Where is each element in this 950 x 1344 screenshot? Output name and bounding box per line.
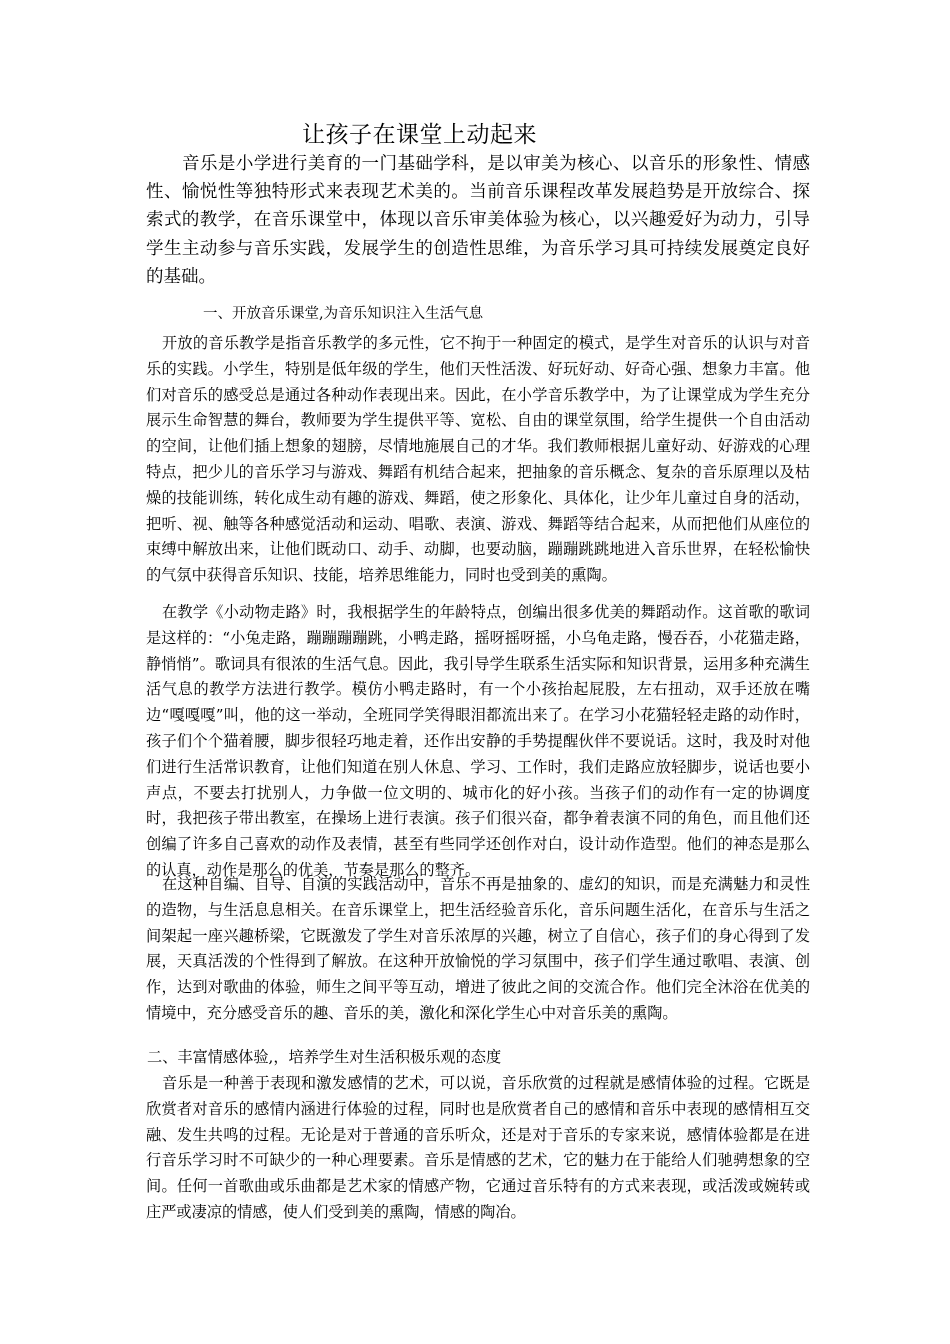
section-2-heading: 二、丰富情感体验,，培养学生对生活积极乐观的态度	[147, 1048, 502, 1066]
section-1-paragraph-3-block	[146, 872, 810, 1027]
section-1-paragraph-3: 在这种自编、自导、自演的实践活动中，音乐不再是抽象的、虚幻的知识，而是充满魅力和灵性的造物，与生活息息相关。在音乐课堂上，把生活经验音乐化，音乐问题生活化，在音乐与生活之间架起一座兴趣桥梁，它既激发了学生对音乐浓厚的兴趣，树立了自信心，孩子们的身心得到了发展，天真活泼的个性得到了解放。在这种开放愉悦的学习氛围中，孩子们学生通过歌唱、表演、创作，达到对歌曲的体验，师生之间平等互动，增进了彼此之间的交流合作。他们完全沐浴在优美的情境中，充分感受音乐的趣、音乐的美，激化和深化学生心中对音乐美的熏陶。	[146, 875, 810, 1022]
section-1-paragraph-1-block	[146, 331, 810, 589]
intro-paragraph: 音乐是小学进行美育的一门基础学科，是以审美为核心、以音乐的形象性、情感性、愉悦性等独特形式来表现艺术美的。当前音乐课程改革发展趋势是开放综合、探索式的教学，在音乐课堂中，体现以音乐审美体验为核心，以兴趣爱好为动力，引导学生主动参与音乐实践，发展学生的创造性思维，为音乐学习具可持续发展奠定良好的基础。	[146, 154, 810, 287]
section-1-paragraph-1: 开放的音乐教学是指音乐教学的多元性，它不拘于一种固定的模式，是学生对音乐的认识与对音乐的实践。小学生，特别是低年级的学生，他们天性活泼、好玩好动、好奇心强、想象力丰富。他们对音乐的感受总是通过各种动作表现出来。因此，在小学音乐教学中，为了让课堂成为学生充分展示生命智慧的舞台，教师要为学生提供平等、宽松、自由的课堂氛围，给学生提供一个自由活动的空间，让他们插上想象的翅膀，尽情地施展自己的才华。我们教师根据儿童好动、好游戏的心理特点，把少儿的音乐学习与游戏、舞蹈有机结合起来，把抽象的音乐概念、复杂的音乐原理以及枯燥的技能训练，转化成生动有趣的游戏、舞蹈，使之形象化、具体化，让少年儿童过自身的活动，把听、视、触等各种感觉活动和运动、唱歌、表演、游戏、舞蹈等结合起来，从而把他们从座位的束缚中解放出来，让他们既动口、动手、动脚，也要动脑，蹦蹦跳跳地进入音乐世界，在轻松愉快的气氛中获得音乐知识、技能，培养思维能力，同时也受到美的熏陶。	[146, 334, 810, 585]
section-2-paragraph-1: 音乐是一种善于表现和激发感情的艺术，可以说，音乐欣赏的过程就是感情体验的过程。它既是欣赏者对音乐的感情内涵进行体验的过程，同时也是欣赏者自己的感情和音乐中表现的感情相互交融、发生共鸣的过程。无论是对于普通的音乐听众，还是对于音乐的专家来说，感情体验都是在进行音乐学习时不可缺少的一种心理要素。音乐是情感的艺术，它的魅力在于能给人们驰骋想象的空间。任何一首歌曲或乐曲都是艺术家的情感产物，它通过音乐特有的方式来表现，或活泼或婉转或庄严或凄凉的情感，使人们受到美的熏陶，情感的陶冶。	[146, 1074, 810, 1221]
section-1-heading: 一、开放音乐课堂,为音乐知识注入生活气息	[203, 306, 484, 322]
section-1-paragraph-2: 在教学《小动物走路》时，我根据学生的年龄特点，创编出很多优美的舞蹈动作。这首歌的歌词是这样的：“小兔走路，蹦蹦蹦蹦跳，小鸭走路，摇呀摇呀摇，小乌龟走路，慢吞吞，小花猫走路，静悄悄”。歌词具有很浓的生活气息。因此，我引导学生联系生活实际和知识背景，运用多种充满生活气息的教学方法进行教学。模仿小鸭走路时，有一个小孩抬起屁股，左右扭动，双手还放在嘴边“嘎嘎嘎”叫，他的这一举动，全班同学笑得眼泪都流出来了。在学习小花猫轻轻走路的动作时，孩子们个个猫着腰，脚步很轻巧地走着，还作出安静的手势提醒伙伴不要说话。这时，我及时对他们进行生活常识教育，让他们知道在别人休息、学习、工作时，我们走路应放轻脚步，说话也要小声点，不要去打扰别人，力争做一位文明的、城市化的好小孩。当孩子们的动作有一定的协调度时，我把孩子带出教室，在操场上进行表演。孩子们很兴奋，都争着表演不同的角色，而且他们还创编了许多自己喜欢的动作及表情，甚至有些同学还创作对白，设计动作造型。他们的神态是那么的认真，动作是那么的优美，节奏是那么的整齐。	[146, 603, 810, 879]
document-title: 让孩子在课堂上动起来	[302, 122, 537, 148]
section-1-paragraph-2-block	[146, 600, 810, 884]
section-2-paragraph-1-block	[146, 1071, 810, 1226]
